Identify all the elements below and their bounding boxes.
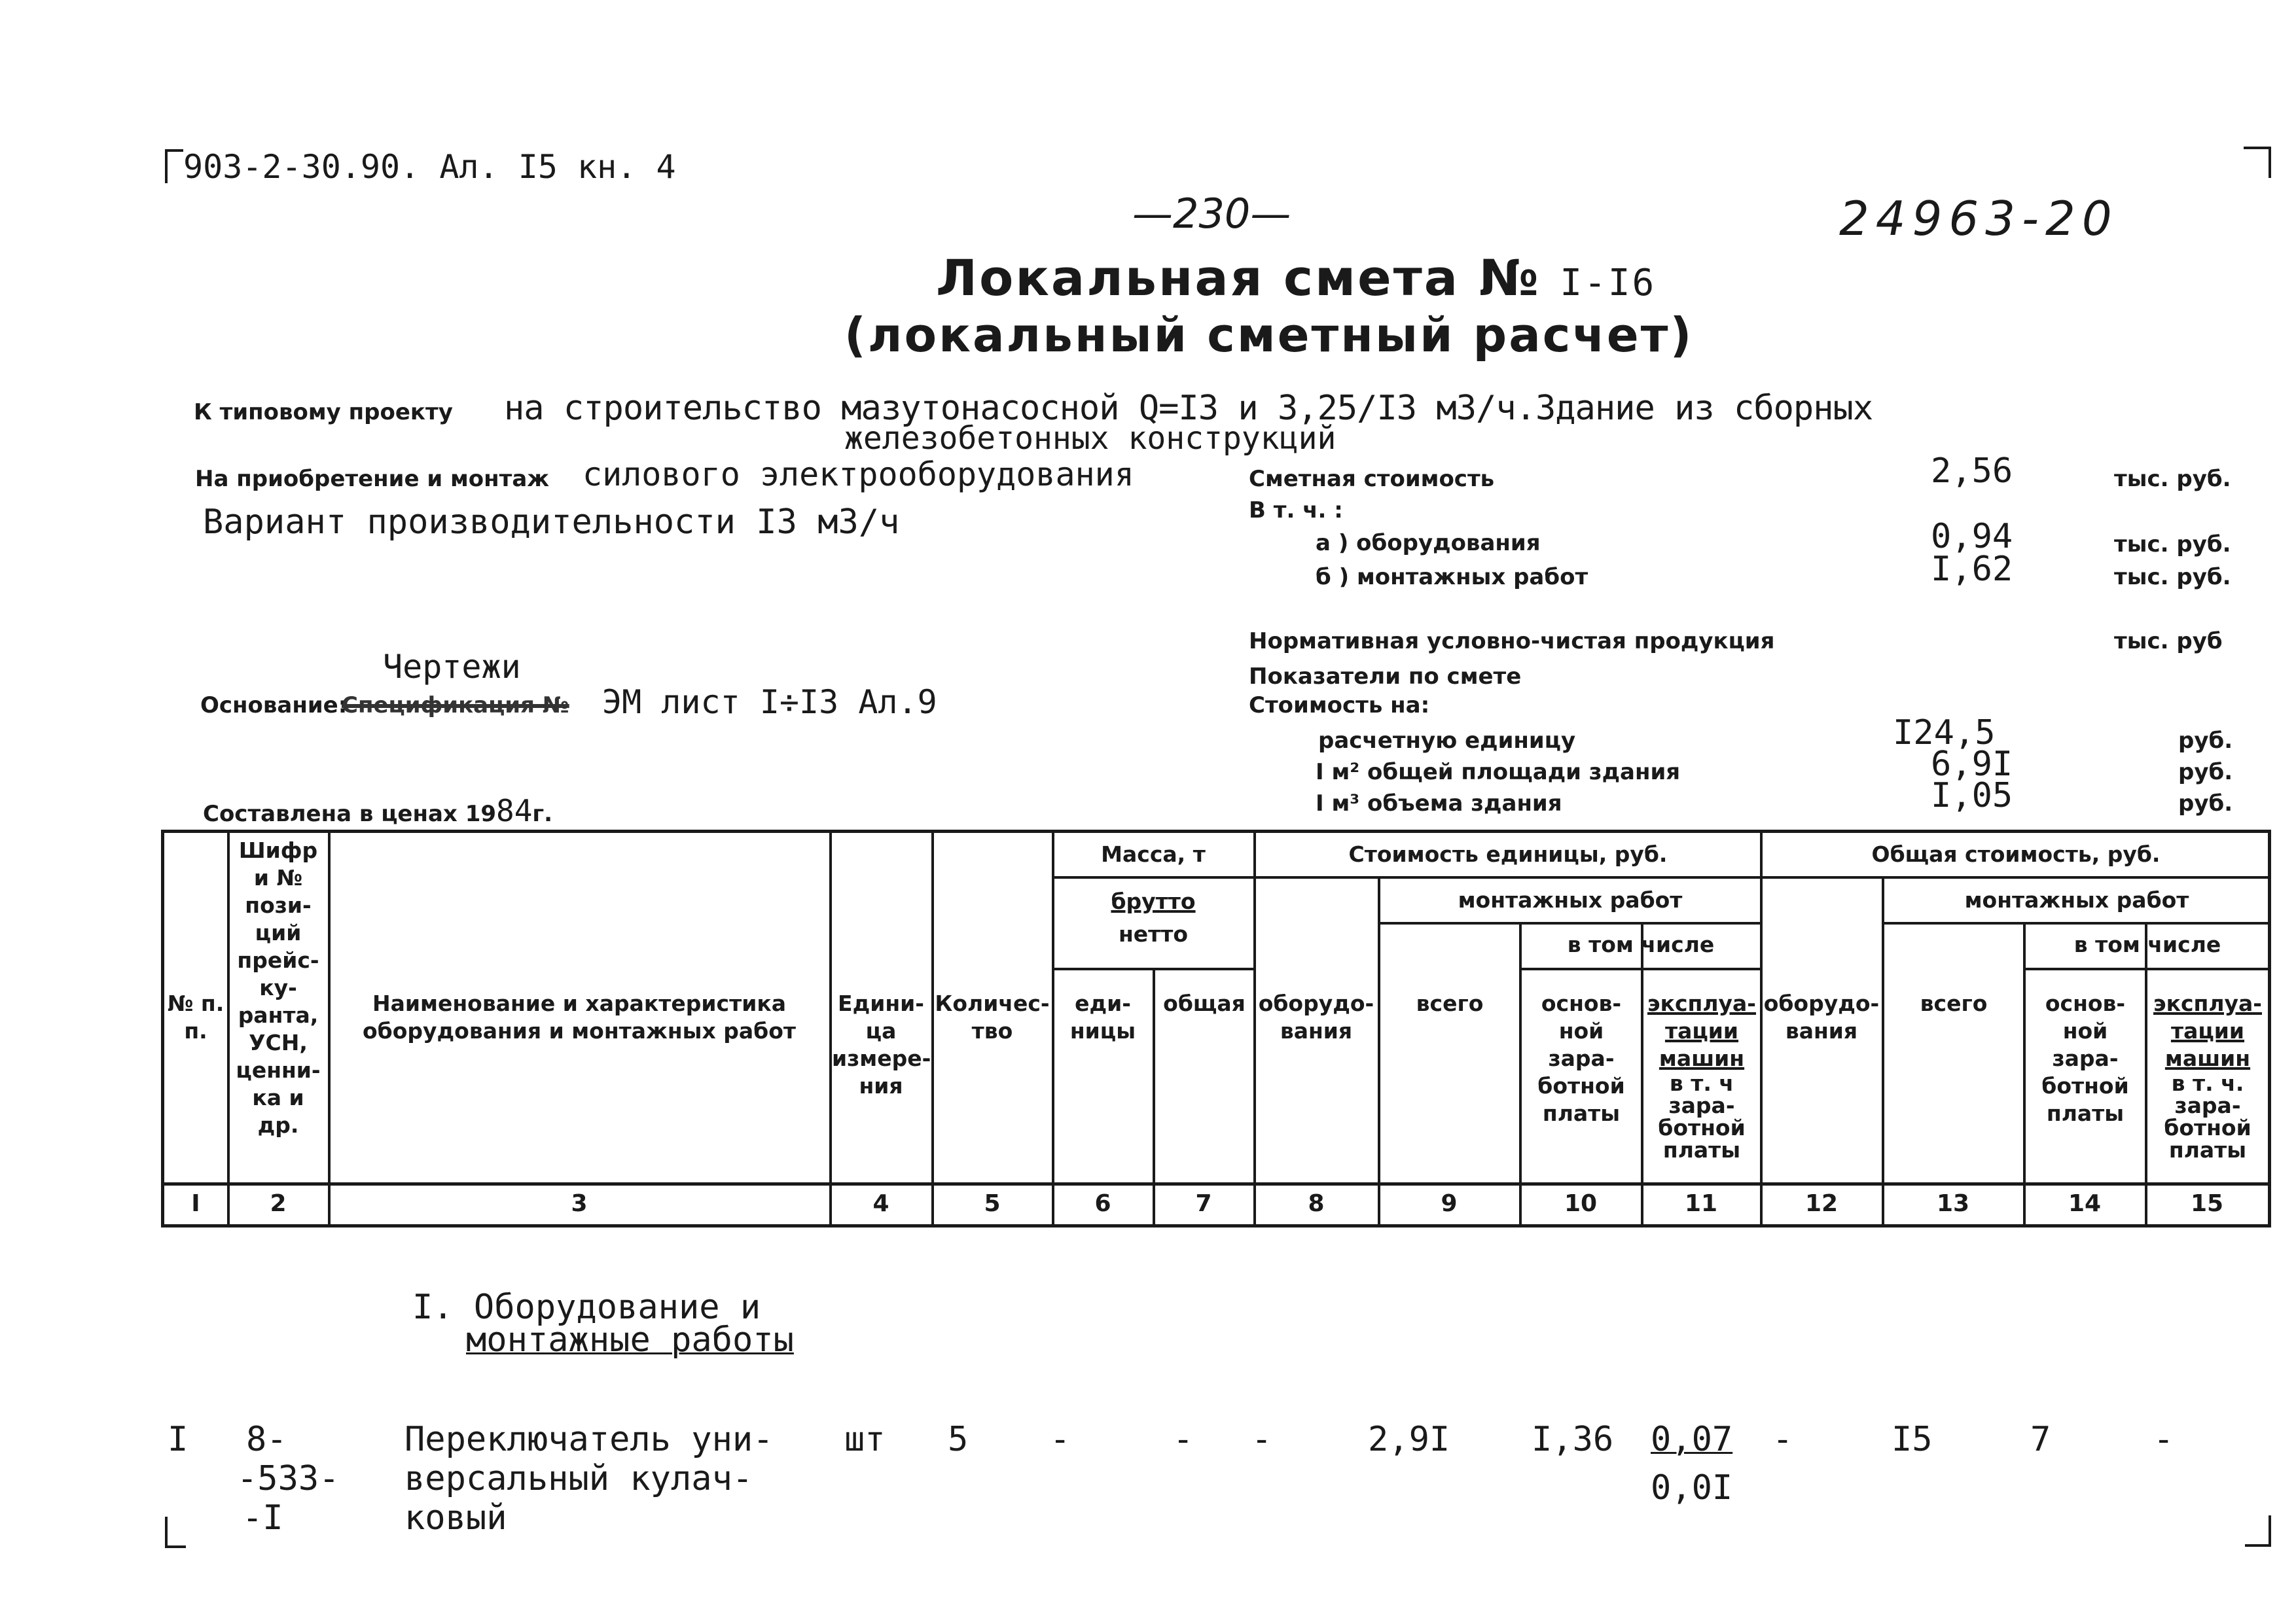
col-number: 9 — [1441, 1190, 1458, 1217]
col-header-total-machine-bottom: в т. ч. зара- ботной платы — [2164, 1070, 2251, 1163]
col-header-wage: основ- ной зара- ботной платы — [1537, 991, 1625, 1126]
col-header-install-all: всего — [1416, 991, 1484, 1016]
col-header-machine — [1645, 990, 1759, 1161]
row-qty: 5 — [948, 1420, 969, 1459]
norm-product-label: Нормативная условно-чистая продукция — [1249, 628, 1775, 654]
col-header-mass-unit: еди- ницы — [1069, 991, 1136, 1044]
col-header-total-wage: основ- ной зара- ботной платы — [2041, 991, 2129, 1126]
equipment-cost-value: 0,94 — [1931, 517, 2013, 556]
compiled-year-prefix: 19 — [465, 801, 497, 827]
total-cost-unit: тыс. руб. — [2114, 466, 2231, 492]
col-header-total-cost: Общая стоимость, руб. — [1871, 841, 2161, 867]
col-number: 7 — [1195, 1190, 1212, 1217]
total-cost-label: Сметная стоимость — [1249, 466, 1495, 492]
per-area-value: 6,9I — [1931, 745, 2013, 784]
document-code: 903-2-30.90. Ал. I5 кн. 4 — [183, 148, 676, 186]
col-number: 11 — [1684, 1190, 1718, 1217]
compiled-year-g: г. — [532, 801, 553, 827]
indicators-label: Показатели по смете — [1249, 663, 1522, 690]
compiled-label-text: Составлена в ценах — [203, 801, 457, 827]
incl-label: В т. ч. : — [1249, 497, 1343, 523]
basis-overline: Чертежи — [383, 648, 521, 686]
total-cost-value: 2,56 — [1931, 451, 2013, 491]
purpose-value: силового электрооборудования — [583, 455, 1134, 493]
basis-value: ЭМ лист I÷I3 Ал.9 — [602, 683, 937, 721]
row-unit: шт — [844, 1420, 886, 1459]
col-number: 12 — [1804, 1190, 1839, 1217]
estimate-number: I-I6 — [1560, 262, 1657, 304]
per-area-rub: руб. — [2178, 759, 2233, 785]
table-vline — [328, 833, 331, 1224]
col-header-netto: нетто — [1118, 921, 1189, 947]
project-value-line1: на строительство мазутонасосной Q=I3 и 3,25/I3 м3/ч.Здание из сборных — [504, 389, 1873, 428]
col-header-mass: Масса, т — [1101, 841, 1206, 867]
row-code-2: -533- — [237, 1459, 340, 1498]
col-number: 4 — [872, 1190, 889, 1217]
row-name-1: Переключатель уни- — [404, 1420, 774, 1459]
table-vline — [1153, 970, 1155, 1224]
corner-mark-top-right — [2244, 147, 2271, 178]
table-vline — [227, 833, 230, 1224]
row-equipment: - — [1251, 1420, 1272, 1459]
col-header-total-all: всего — [1920, 991, 1988, 1016]
per-volume-rub: руб. — [2178, 790, 2233, 817]
install-cost-value: I,62 — [1931, 550, 2013, 589]
table-hline — [164, 1182, 2268, 1186]
project-value-line2: железобетонных конструкций — [844, 420, 1336, 457]
page-title — [936, 249, 1656, 307]
table-hline — [2023, 968, 2268, 970]
col-number: 14 — [2068, 1190, 2102, 1217]
page-title-text: Локальная смета № — [936, 249, 1541, 307]
col-header-brutto — [1054, 888, 1252, 915]
col-header-total-incl: в том числе — [2073, 932, 2221, 957]
row-total-equipment: - — [1772, 1420, 1793, 1459]
col-number: 10 — [1564, 1190, 1598, 1217]
row-code-3: -I — [242, 1498, 283, 1538]
row-name-3: ковый — [404, 1498, 507, 1538]
table-hline — [1052, 968, 1253, 970]
col-header-total-machine — [2149, 990, 2267, 1161]
row-name-2: версальный кулач- — [404, 1459, 753, 1498]
col-header-machine-bottom: в т. ч зара- ботной платы — [1658, 1070, 1746, 1163]
col-header-brutto-text: брутто — [1111, 889, 1196, 914]
estimate-table-header — [161, 830, 2271, 1227]
compiled-label — [203, 793, 552, 828]
table-vline — [1378, 879, 1380, 1224]
row-machine: 0,07 — [1651, 1420, 1733, 1459]
page-number-value: 230 — [1173, 190, 1251, 238]
table-vline — [1882, 879, 1884, 1224]
table-hline — [1378, 922, 1760, 925]
row-total-machine: - — [2153, 1420, 2174, 1459]
table-hline — [1882, 922, 2268, 925]
col-header-install: монтажных работ — [1458, 887, 1683, 913]
col-header-name: Наименование и характеристика оборудования и монтажных работ — [362, 991, 797, 1044]
page-number: —230— — [1132, 190, 1291, 238]
corner-mark-top-left — [165, 149, 183, 183]
col-header-total-install: монтажных работ — [1964, 887, 2189, 913]
row-no: I — [168, 1420, 188, 1459]
col-header-equipment: оборудо- вания — [1258, 991, 1374, 1044]
row-wage: I,36 — [1532, 1420, 1614, 1459]
table-hline — [1519, 968, 1760, 970]
equipment-cost-unit: тыс. руб. — [2114, 531, 2231, 557]
col-header-unit-cost: Стоимость единицы, руб. — [1348, 841, 1668, 867]
section-heading-line2: монтажные работы — [466, 1320, 794, 1360]
per-unit-rub: руб. — [2178, 728, 2233, 754]
col-header-unit: Едини- ца измере- ния — [832, 991, 931, 1099]
per-volume-label: I м³ объема здания — [1316, 790, 1562, 817]
table-hline — [1052, 876, 2268, 879]
equipment-cost-label: а ) оборудования — [1316, 530, 1541, 556]
corner-mark-bottom-left — [165, 1517, 186, 1548]
col-number: I — [191, 1190, 200, 1217]
install-cost-unit: тыс. руб. — [2114, 564, 2231, 590]
corner-mark-bottom-right — [2245, 1515, 2271, 1547]
per-volume-value: I,05 — [1931, 776, 2013, 815]
variant-line: Вариант производительности I3 м3/ч — [203, 503, 900, 542]
col-number: 15 — [2190, 1190, 2224, 1217]
basis-label: Основание: — [200, 692, 348, 718]
col-number: 2 — [270, 1190, 287, 1217]
purpose-label: На приобретение и монтаж — [195, 466, 550, 492]
row-machine-wage: 0,0I — [1651, 1468, 1733, 1508]
col-number: 3 — [571, 1190, 588, 1217]
row-mass-total: - — [1173, 1420, 1194, 1459]
per-unit-label: расчетную единицу — [1318, 728, 1576, 754]
row-install-all: 2,9I — [1368, 1420, 1450, 1459]
col-header-mass-total: общая — [1163, 991, 1246, 1016]
basis-struck-text: Спецификация № — [342, 692, 569, 718]
col-number: 6 — [1094, 1190, 1111, 1217]
col-number: 8 — [1308, 1190, 1325, 1217]
row-code-1: 8- — [246, 1420, 287, 1459]
col-header-machine-top: эксплуа- тации машин — [1647, 991, 1756, 1071]
col-header-incl: в том числе — [1567, 932, 1715, 957]
project-label: К типовому проекту — [194, 399, 453, 425]
section-heading-line1: I. Оборудование и — [412, 1288, 761, 1327]
col-header-no: № п. п. — [167, 991, 224, 1044]
row-total-wage: 7 — [2030, 1420, 2051, 1459]
col-header-code: Шифр и № пози- ций прейс- ку- ранта, УСН, ценни- ка и др. — [236, 838, 321, 1138]
col-header-qty: Количес- тво — [935, 991, 1050, 1044]
col-header-total-machine-top: эксплуа- тации машин — [2153, 991, 2262, 1071]
norm-product-unit: тыс. руб — [2114, 628, 2223, 654]
per-area-label: I м² общей площади здания — [1316, 759, 1681, 785]
page-subtitle: (локальный сметный расчет) — [844, 308, 1694, 362]
per-unit-value: I24,5 — [1893, 713, 1996, 752]
install-cost-label: б ) монтажных работ — [1316, 564, 1588, 590]
row-total-install: I5 — [1892, 1420, 1933, 1459]
col-number: 5 — [984, 1190, 1001, 1217]
row-mass-unit: - — [1050, 1420, 1071, 1459]
compiled-year-suffix: 84 — [496, 793, 533, 828]
col-header-total-equipment: оборудо- вания — [1763, 991, 1880, 1044]
archive-number: 24963-20 — [1839, 191, 2119, 246]
cost-per-label: Стоимость на: — [1249, 692, 1430, 718]
col-number: 13 — [1936, 1190, 1970, 1217]
